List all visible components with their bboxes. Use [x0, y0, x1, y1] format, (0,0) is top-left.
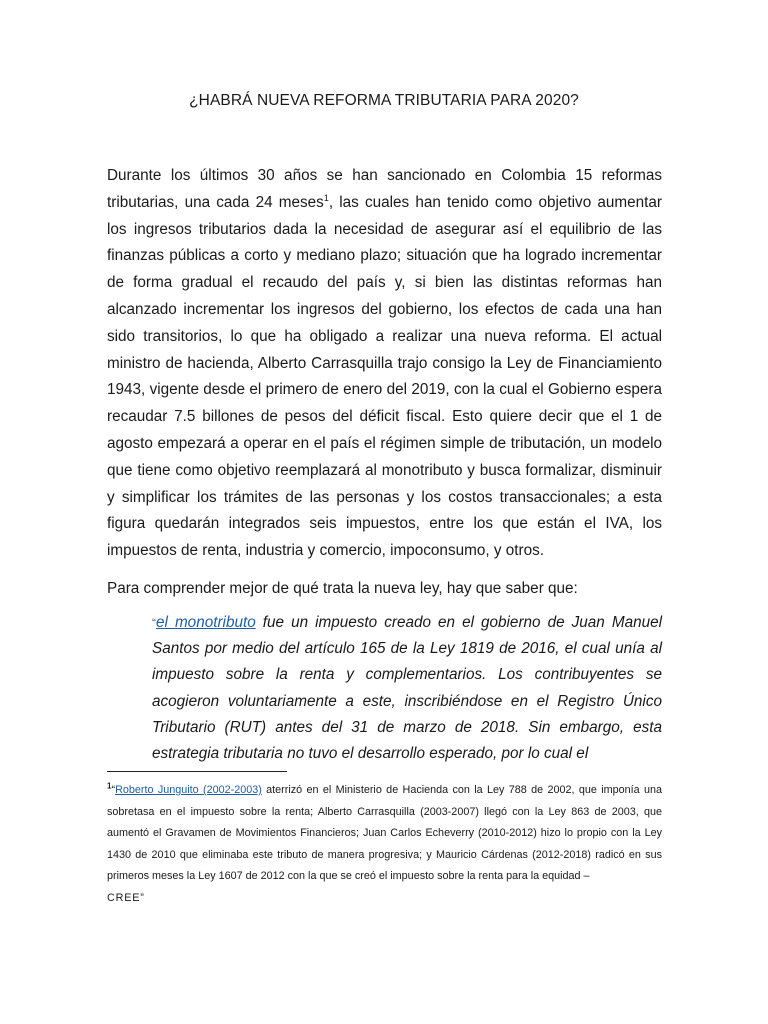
document-title: ¿HABRÁ NUEVA REFORMA TRIBUTARIA PARA 2020?	[189, 92, 579, 109]
footnote-separator	[107, 771, 287, 772]
monotributo-link[interactable]: el monotributo	[156, 614, 256, 631]
body-paragraph-2: Para comprender mejor de qué trata la nueva ley, hay que saber que:	[107, 580, 578, 597]
footnote-number: 1	[107, 781, 112, 791]
body-paragraph-1	[107, 163, 662, 565]
paragraph-1-text-end: , las cuales han tenido como objetivo aumentar los ingresos tributarios dada la necesidad de asegurar así el equilibrio de las finanzas públicas a corto y mediano plazo; situación que ha logrado incrementar de forma gradual el recaudo del país y, si bien las distintas reformas han alcanzado incrementar los ingresos del gobierno, los efectos de cada una han sido transitorios, lo que ha obligado a realizar una nueva reforma. El actual ministro de hacienda, Alberto Carrasquilla trajo consigo la Ley de Financiamiento 1943, vigente desde el primero de enero del 2019, con la cual el Gobierno espera recaudar 7.5 billones de pesos del déficit fiscal. Esto quiere decir que el 1 de agosto empezará a operar en el país el régimen simple de tributación, un modelo que tiene como objetivo reemplazará al monotributo y busca formalizar, disminuir y simplificar los trámites de las personas y los costos transaccionales; a esta figura quedarán integrados seis impuestos, entre los que están el IVA, los impuestos de renta, industria y comercio, impoconsumo, y otros.	[107, 193, 662, 560]
footnote-text: aterrizó en el Ministerio de Hacienda con la Ley 788 de 2002, que imponía una sobretasa en el impuesto sobre la renta; Alberto Carrasquilla (2003-2007) llegó con la Ley 863 de 2003, que aumentó el Gravamen de Movimientos Financieros; Juan Carlos Echeverry (2010-2012) hizo lo propio con la Ley 1430 de 2010 que eliminaba este tributo de manera progresiva; y Mauricio Cárdenas (2012-2018) radicó en sus primeros meses la Ley 1607 de 2012 con la que se creó el impuesto sobre la renta para la equidad –	[107, 784, 663, 883]
quote-text: fue un impuesto creado en el gobierno de Juan Manuel Santos por medio del artículo 165 de la Ley 1819 de 2016, el cual unía al impuesto sobre la renta y complementarios. Los contribuyentes se acogieron voluntariamente a este, inscribiéndose en el Registro Único Tributario (RUT) antes del 31 de marzo de 2018. Sin embargo, esta estrategia tributaria no tuvo el desarrollo esperado, por lo cual el	[152, 614, 663, 763]
footnote-tail: CREE”	[107, 891, 145, 904]
footnote-open-mark: “	[111, 784, 116, 796]
footnote	[107, 780, 662, 910]
quote-open-mark: “	[152, 616, 156, 630]
block-quote	[152, 610, 662, 767]
paragraph-1-text-start: Durante los últimos 30 años se han sancionado en Colombia 15 reformas tributarias, una cada 24 meses	[107, 167, 662, 211]
footnote-reference[interactable]: 1	[323, 192, 329, 203]
roberto-junguito-link[interactable]: Roberto Junguito (2002-2003)	[115, 784, 262, 796]
